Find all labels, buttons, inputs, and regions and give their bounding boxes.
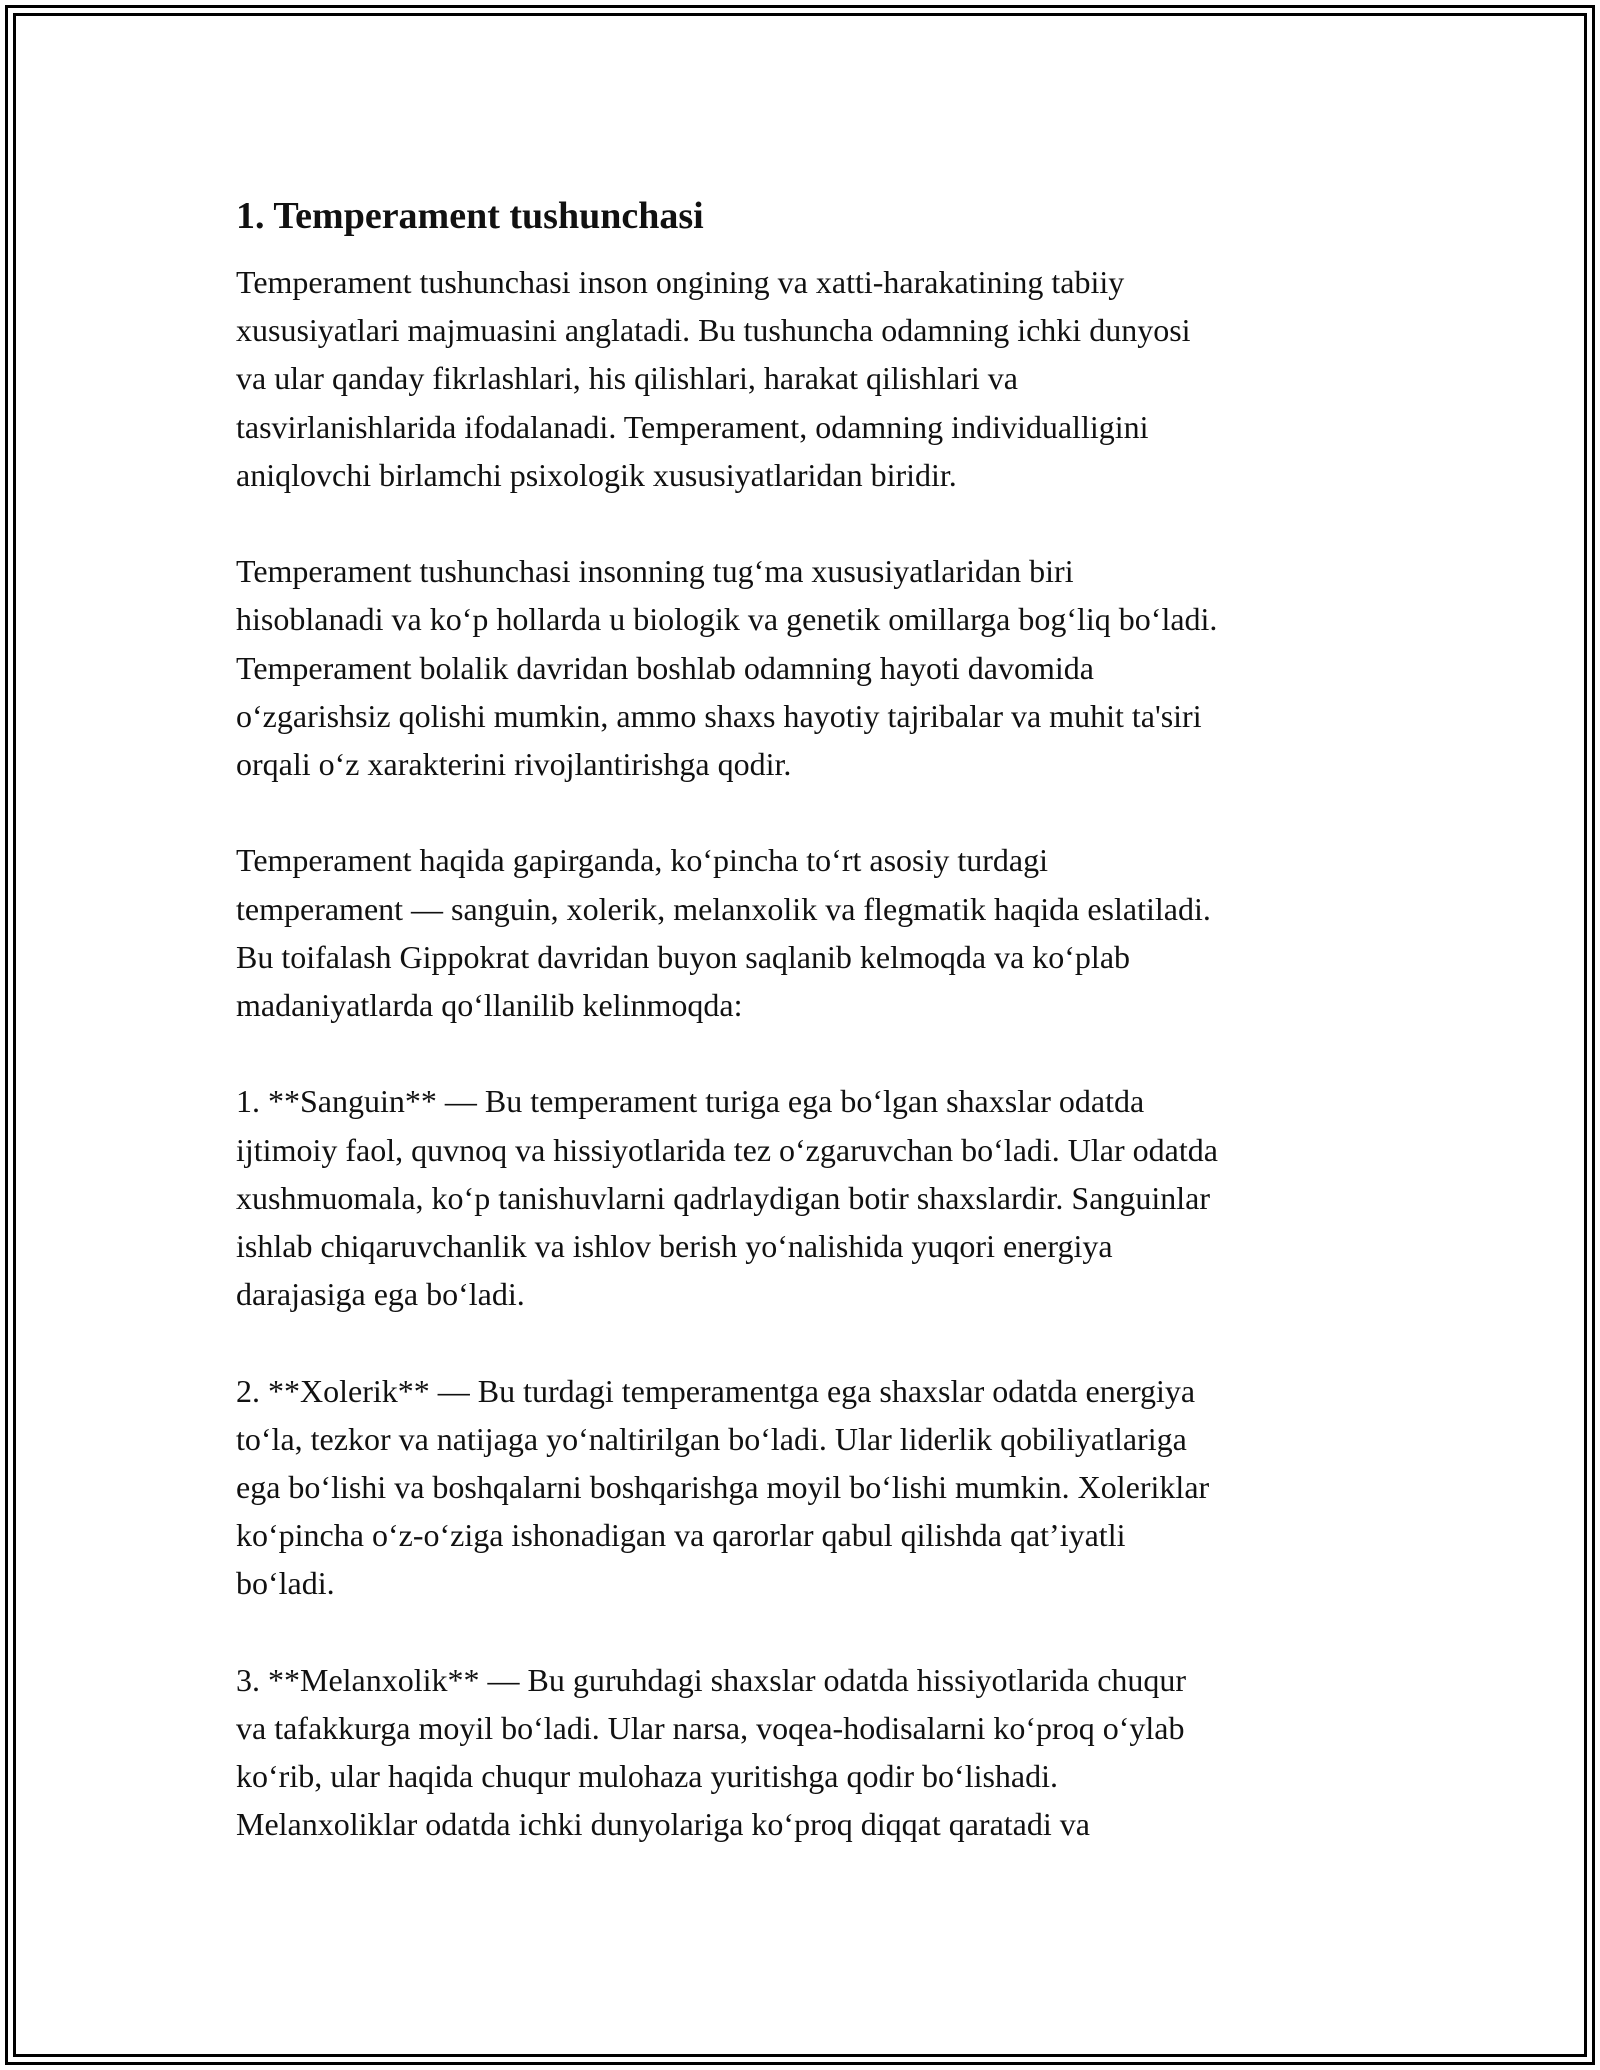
text-line: Melanxoliklar odatda ichki dunyolariga ko‘proq diqqat qaratadi va bbox=[236, 1806, 1090, 1843]
list-item-melanxolik bbox=[236, 1656, 1386, 1849]
text-line: va tafakkurga moyil bo‘ladi. Ular narsa, voqea-hodisalarni ko‘proq o‘ylab bbox=[236, 1710, 1185, 1747]
text-line: madaniyatlarda qo‘llanilib kelinmoqda: bbox=[236, 987, 743, 1024]
text-line: hisoblanadi va ko‘p hollarda u biologik va genetik omillarga bog‘liq bo‘ladi. bbox=[236, 601, 1218, 638]
text-line: ko‘rib, ular haqida chuqur mulohaza yuritishga qodir bo‘lishadi. bbox=[236, 1758, 1059, 1795]
text-line: ijtimoiy faol, quvnoq va hissiyotlarida tez o‘zgaruvchan bo‘ladi. Ular odatda bbox=[236, 1131, 1218, 1168]
text-line: Temperament bolalik davridan boshlab odamning hayoti davomida bbox=[236, 649, 1094, 686]
paragraph-definition bbox=[236, 258, 1386, 499]
list-item-xolerik bbox=[236, 1367, 1386, 1608]
paragraph-four-types-intro bbox=[236, 836, 1386, 1029]
text-line: xususiyatlari majmuasini anglatadi. Bu tushuncha odamning ichki dunyosi bbox=[236, 312, 1191, 349]
text-line: darajasiga ega bo‘ladi. bbox=[236, 1276, 525, 1313]
text-line: ishlab chiqaruvchanlik va ishlov berish yo‘nalishida yuqori energiya bbox=[236, 1228, 1113, 1265]
section-heading: 1. Temperament tushunchasi bbox=[236, 195, 704, 237]
text-line: o‘zgarishsiz qolishi mumkin, ammo shaxs hayotiy tajribalar va muhit ta'siri bbox=[236, 697, 1202, 734]
text-line: xushmuomala, ko‘p tanishuvlarni qadrlaydigan botir shaxslardir. Sanguinlar bbox=[236, 1179, 1211, 1216]
list-item-sanguin bbox=[236, 1077, 1386, 1318]
text-line: Temperament haqida gapirganda, ko‘pincha to‘rt asosiy turdagi bbox=[236, 842, 1049, 879]
text-line: to‘la, tezkor va natijaga yo‘naltirilgan bo‘ladi. Ular liderlik qobiliyatlariga bbox=[236, 1420, 1187, 1457]
text-line: 2. **Xolerik** — Bu turdagi temperamentga ega shaxslar odatda energiya bbox=[236, 1372, 1196, 1409]
paragraph-innate-nature bbox=[236, 547, 1386, 788]
document-body bbox=[236, 188, 1386, 1897]
text-line: aniqlovchi birlamchi psixologik xususiyatlaridan biridir. bbox=[236, 456, 957, 493]
text-line: Temperament tushunchasi inson ongining va xatti-harakatining tabiiy bbox=[236, 264, 1125, 300]
text-line: orqali o‘z xarakterini rivojlantirishga qodir. bbox=[236, 746, 792, 783]
text-line: ega bo‘lishi va boshqalarni boshqarishga moyil bo‘lishi mumkin. Xoleriklar bbox=[236, 1469, 1210, 1506]
text-line: tasvirlanishlarida ifodalanadi. Temperament, odamning individualligini bbox=[236, 408, 1149, 445]
text-line: va ular qanday fikrlashlari, his qilishlari, harakat qilishlari va bbox=[236, 360, 1018, 397]
text-line: 1. **Sanguin** — Bu temperament turiga ega bo‘lgan shaxslar odatda bbox=[236, 1083, 1145, 1120]
text-line: Temperament tushunchasi insonning tug‘ma xususiyatlaridan biri bbox=[236, 553, 1074, 590]
text-line: temperament — sanguin, xolerik, melanxolik va flegmatik haqida eslatiladi. bbox=[236, 890, 1211, 927]
text-line: 3. **Melanxolik** — Bu guruhdagi shaxslar odatda hissiyotlarida chuqur bbox=[236, 1661, 1187, 1698]
text-line: ko‘pincha o‘z-o‘ziga ishonadigan va qarorlar qabul qilishda qat’iyatli bbox=[236, 1517, 1126, 1554]
text-line: bo‘ladi. bbox=[236, 1565, 335, 1602]
text-line: Bu toifalash Gippokrat davridan buyon saqlanib kelmoqda va ko‘plab bbox=[236, 938, 1131, 975]
